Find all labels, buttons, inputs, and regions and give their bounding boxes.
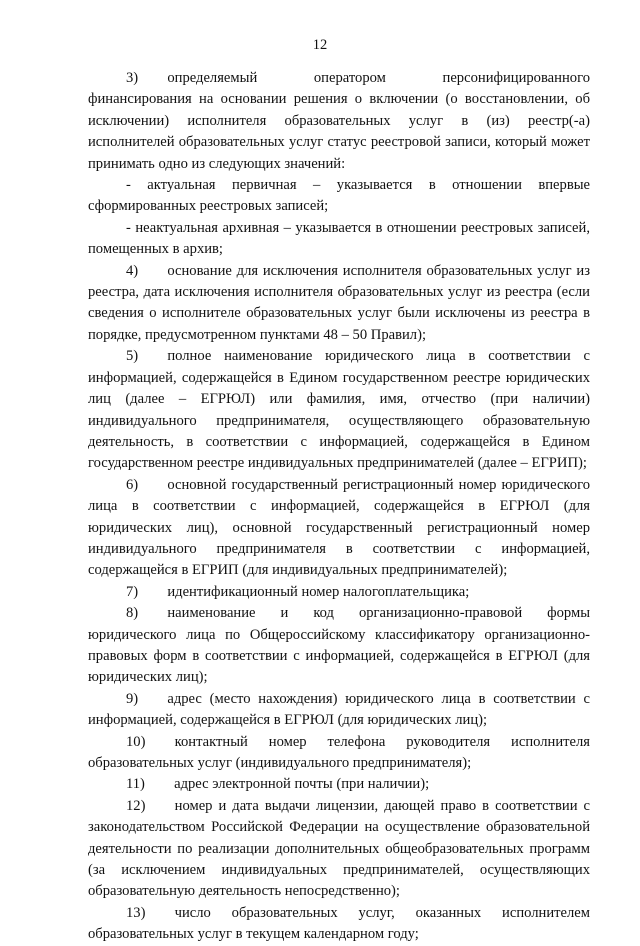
document-body <box>88 68 590 946</box>
sub-item-actual-primary: - актуальная первичная – указывается в отношении впервые сформированных реестровых записей; <box>88 177 590 215</box>
list-item-9: 9) адрес (место нахождения) юридического лица в соответствии с информацией, содержащейся в ЕГРЮЛ (для юридических лиц); <box>88 690 590 729</box>
list-item-8: 8) наименование и код организационно-правовой формы юридического лица по Общероссийскому классификатору организационно-правовых форм в соответствии с информацией, содержащейся в ЕГРЮЛ (для юридических лиц); <box>88 605 590 686</box>
sub-item-inactual-archive: - неактуальная архивная – указывается в отношении реестровых записей, помещенных в архив; <box>88 219 590 258</box>
list-item-10: 10) контактный номер телефона руководителя исполнителя образовательных услуг (индивидуального предпринимателя); <box>88 733 590 771</box>
list-item-7: 7) идентификационный номер налогоплательщика; <box>126 583 470 600</box>
list-item-11: 11) адрес электронной почты (при наличии); <box>126 776 430 793</box>
list-item-6: 6) основной государственный регистрационный номер юридического лица в соответствии с информацией, содержащейся в ЕГРЮЛ (для юридических лиц), основной государственный регистрационный номер индивидуального предпринимателя в соответствии с информацией, содержащейся в ЕГРИП (для индивидуальных предпринимателей); <box>88 476 590 579</box>
list-item-12: 12) номер и дата выдачи лицензии, дающей право в соответствии с законодательством Российской Федерации на осуществление образовательной деятельности по реализации дополнительных общеобразовательных программ (за исключением индивидуальных предпринимателей, осуществляющих образовательную деятельность непосредственно); <box>88 797 590 900</box>
list-item-5: 5) полное наименование юридического лица в соответствии с информацией, содержащейся в Едином государственном реестре юридических лиц (далее – ЕГРЮЛ) или фамилия, имя, отчество (при наличии) индивидуального предпринимателя, осуществляющего образовательную деятельность, в соответствии с информацией, содержащейся в Едином государственном реестре индивидуальных предпринимателей (далее – ЕГРИП); <box>88 348 590 472</box>
list-item-13: 13) число образовательных услуг, оказанных исполнителем образовательных услуг в текущем календарном году; <box>88 904 590 943</box>
list-item-3: 3) определяемый оператором персонифицированного финансирования на основании решения о включении (о восстановлении, об исключении) исполнителя образовательных услуг в (из) реестр(-а) исполнителей образовательных услуг статус реестровой записи, который может принимать одно из следующих значений: <box>88 70 590 172</box>
list-item-4: 4) основание для исключения исполнителя образовательных услуг из реестра, дата исключения исполнителя образовательных услуг из реестра (если сведения о исполнителе образовательных услуг были исключены из реестра в порядке, предусмотренном пунктами 48 – 50 Правил); <box>88 262 590 343</box>
page-number: 12 <box>312 37 328 53</box>
